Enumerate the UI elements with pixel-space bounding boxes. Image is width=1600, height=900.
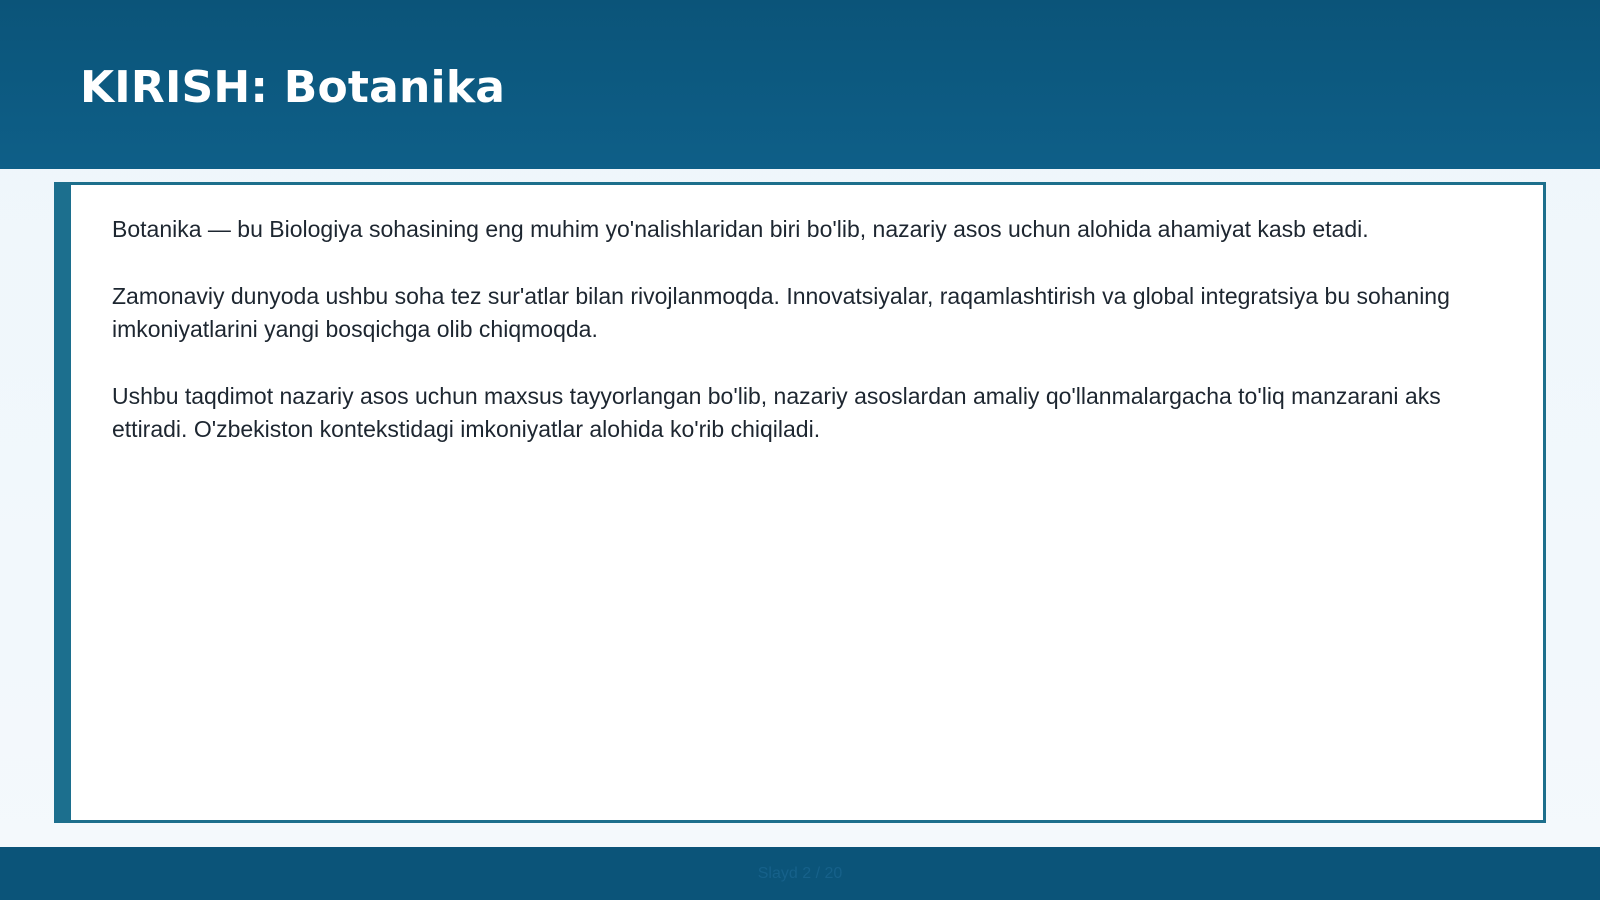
content-body [112, 213, 1512, 480]
slide-header [0, 0, 1600, 169]
slide-number: Slayd 2 / 20 [757, 865, 843, 882]
paragraph-presentation: Ushbu taqdimot nazariy asos uchun maxsus tayyorlangan bo'lib, nazariy asoslardan amaliy qo'llanmalargacha to'liq manzarani aks ettiradi. O'zbekiston kontekstidagi imkoniyatlar alohida ko'rib chiqiladi. [112, 383, 1441, 442]
paragraph-intro: Botanika — bu Biologiya sohasining eng muhim yo'nalishlaridan biri bo'lib, nazariy asos uchun alohida ahamiyat kasb etadi. [112, 216, 1369, 242]
paragraph-development: Zamonaviy dunyoda ushbu soha tez sur'atlar bilan rivojlanmoqda. Innovatsiyalar, raqamlashtirish va global integratsiya bu sohaning imkoniyatlarini yangi bosqichga olib chiqmoqda. [112, 283, 1450, 342]
slide-footer [0, 847, 1600, 900]
slide-title: KIRISH: Botanika [80, 62, 506, 113]
content-box [54, 182, 1546, 823]
